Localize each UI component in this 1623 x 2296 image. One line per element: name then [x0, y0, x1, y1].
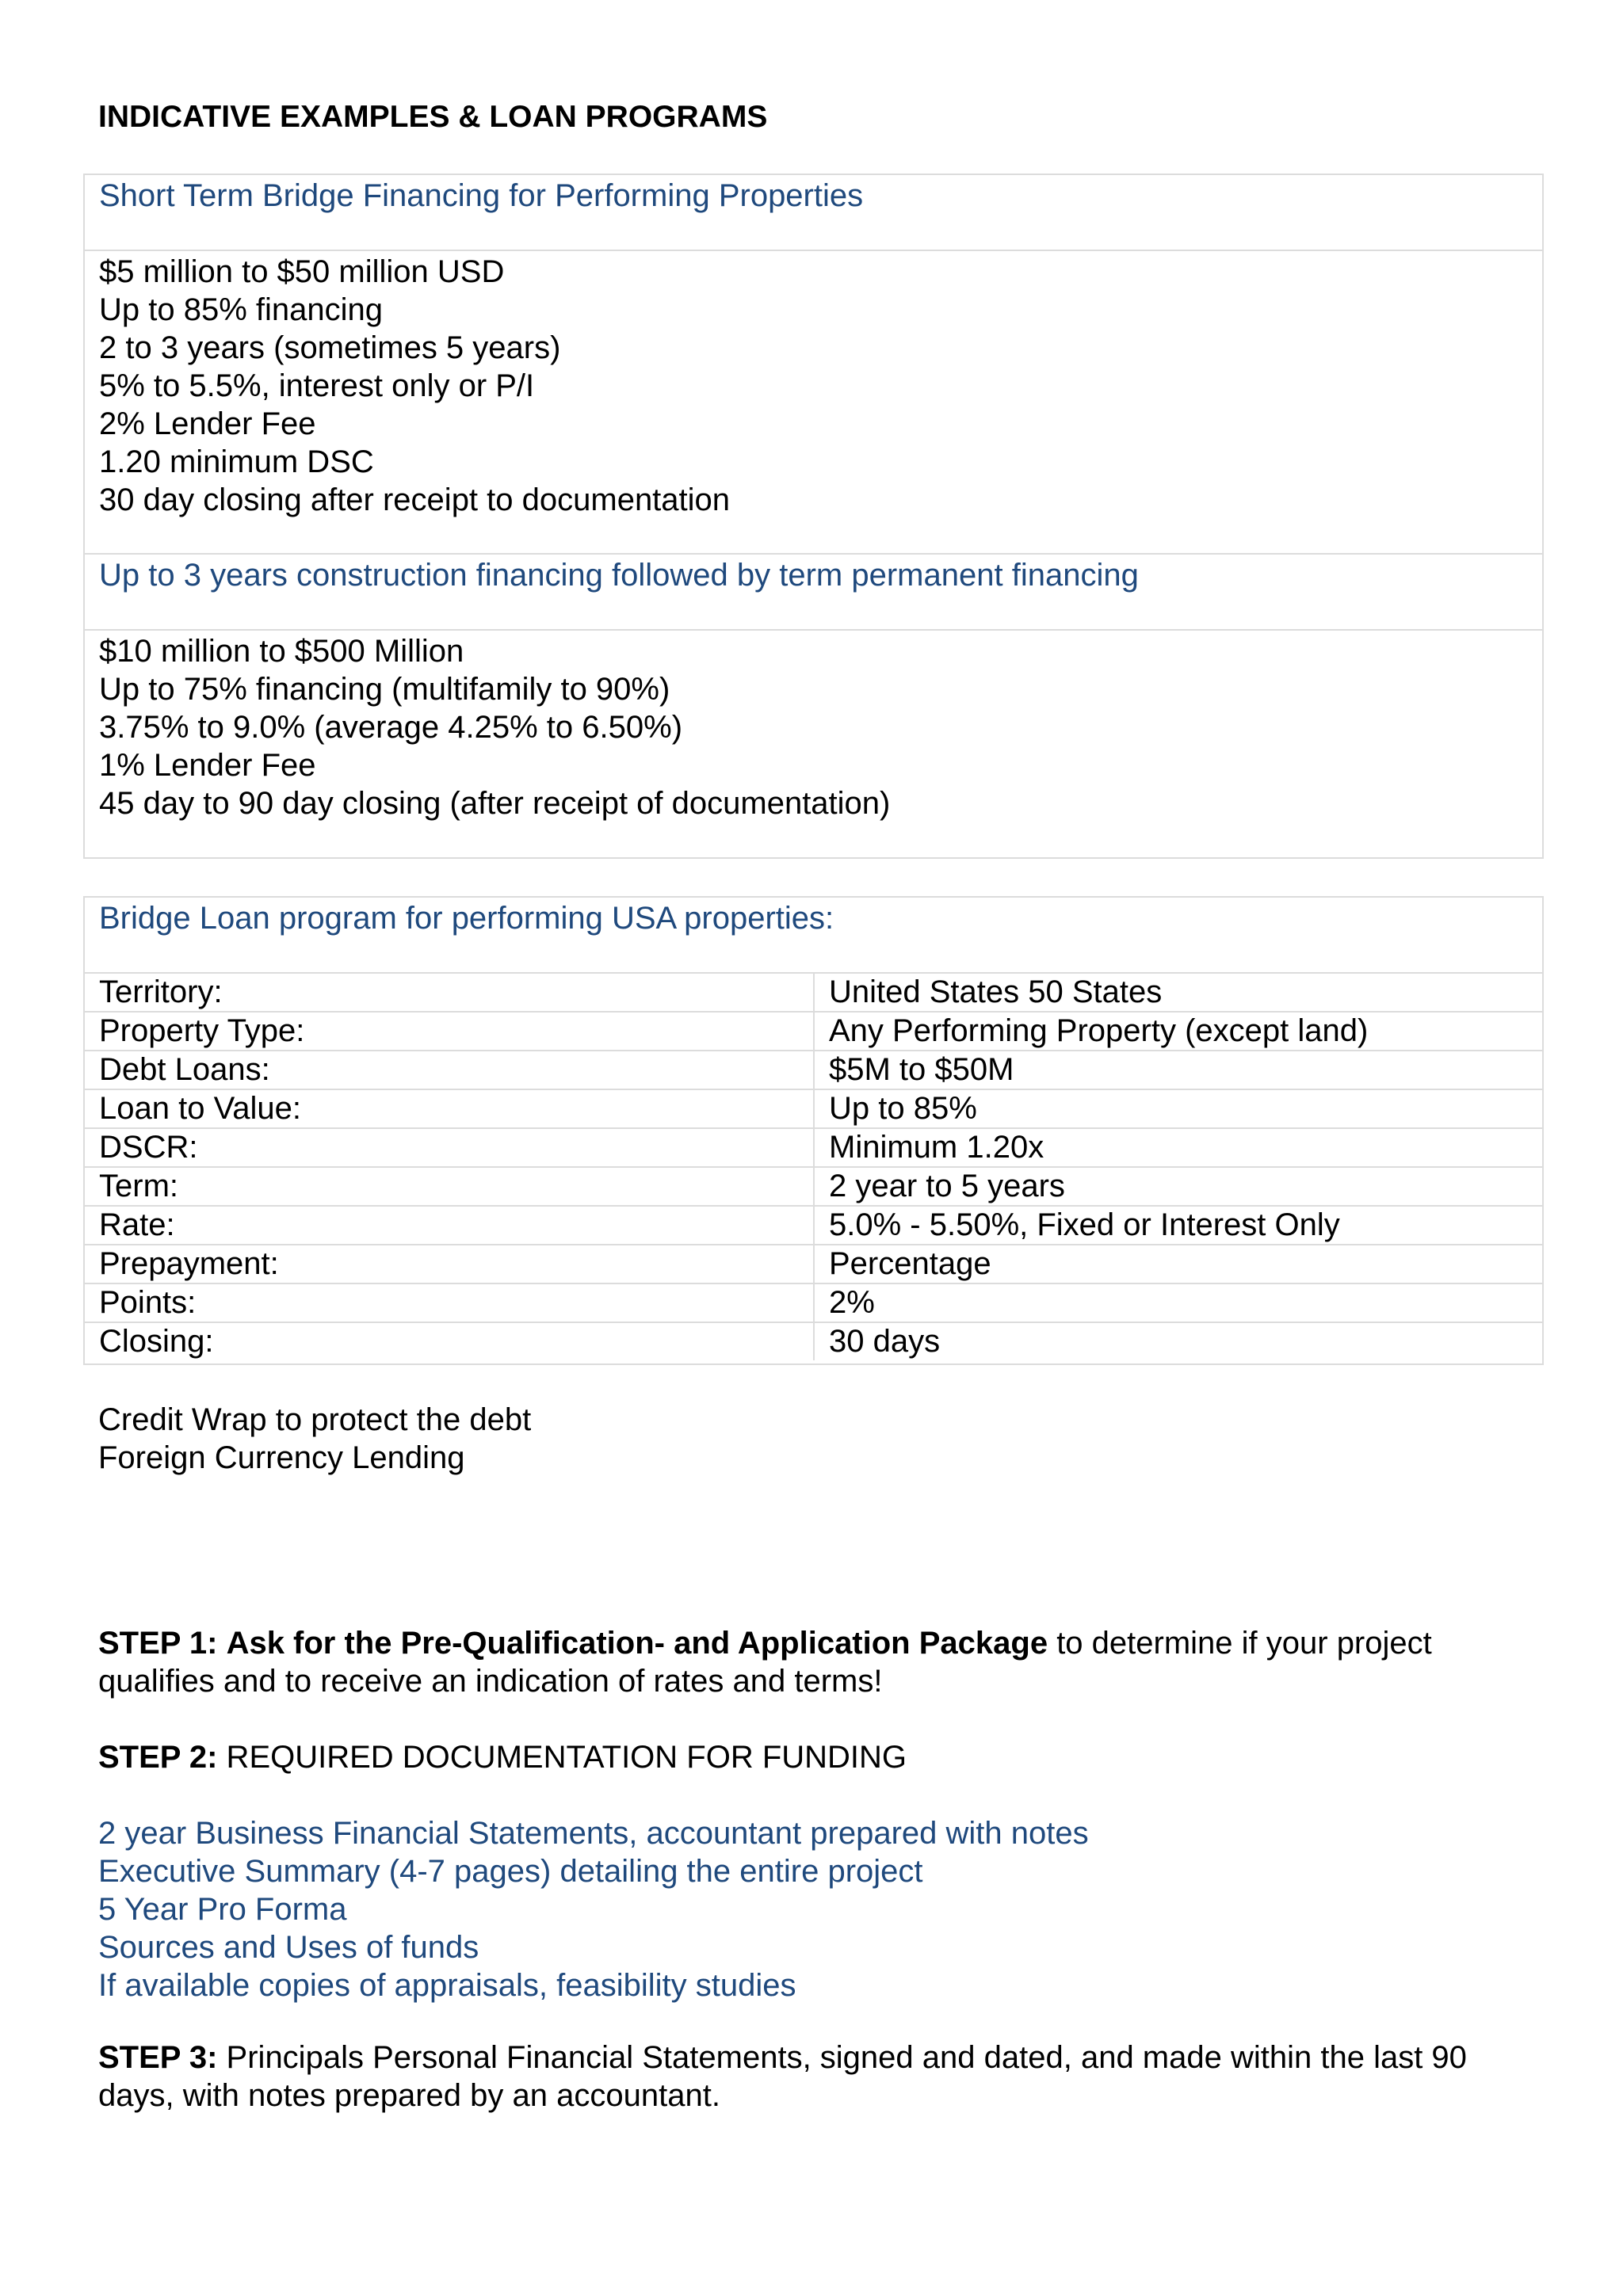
row-value: 5.0% - 5.50%, Fixed or Interest Only	[814, 1206, 1542, 1245]
page-title: INDICATIVE EXAMPLES & LOAN PROGRAMS	[98, 100, 768, 134]
table-row	[85, 1206, 1542, 1245]
extras-item: Foreign Currency Lending	[98, 1440, 465, 1475]
row-value: Up to 85%	[814, 1089, 1542, 1128]
step2-text: REQUIRED DOCUMENTATION FOR FUNDING	[217, 1740, 907, 1775]
step2-label: STEP 2:	[98, 1740, 218, 1775]
section2-line: $10 million to $500 Million	[99, 634, 464, 669]
row-value: Percentage	[814, 1245, 1542, 1283]
row-label: Prepayment:	[85, 1245, 814, 1283]
table-row	[85, 1167, 1542, 1206]
table-row	[85, 1245, 1542, 1283]
row-label: Points:	[85, 1283, 814, 1322]
row-label: Territory:	[99, 974, 223, 1009]
section1-line: 5% to 5.5%, interest only or P/I	[99, 368, 535, 403]
table-row	[85, 1283, 1542, 1322]
document-item: Sources and Uses of funds	[98, 1930, 479, 1965]
row-label: Term:	[85, 1167, 814, 1206]
section2-heading-row	[85, 555, 1542, 631]
table-row	[85, 1089, 1542, 1128]
step3-label: STEP 3:	[98, 2040, 218, 2075]
row-label: Rate:	[85, 1206, 814, 1245]
table-row	[85, 1051, 1542, 1089]
document-item: Executive Summary (4-7 pages) detailing the entire project	[98, 1854, 923, 1889]
section1-body	[85, 251, 1542, 555]
document-item: If available copies of appraisals, feasibility studies	[98, 1968, 796, 2003]
row-value: Minimum 1.20x	[814, 1128, 1542, 1167]
table-row	[85, 1322, 1542, 1360]
loan-examples-box	[83, 174, 1544, 859]
document-item: 5 Year Pro Forma	[98, 1892, 347, 1927]
document-item: 2 year Business Financial Statements, accountant prepared with notes	[98, 1816, 1089, 1851]
step2-paragraph	[98, 1738, 907, 1776]
bridge-program-box	[83, 896, 1544, 1365]
extras-list	[98, 1401, 531, 1477]
step3-text: Principals Personal Financial Statements, signed and dated, and made within the last 90	[217, 2040, 1467, 2075]
bridge-program-table	[85, 974, 1542, 1360]
step3-text-line2: days, with notes prepared by an accountant.	[98, 2078, 720, 2113]
section2-heading: Up to 3 years construction financing followed by term permanent financing	[99, 558, 1139, 593]
section1-line: $5 million to $50 million USD	[99, 254, 505, 289]
section2-body	[85, 631, 1542, 822]
section2-line: 1% Lender Fee	[99, 748, 316, 783]
section1-line: Up to 85% financing	[99, 292, 384, 327]
row-value: 30 days	[814, 1322, 1542, 1360]
bridge-program-heading-row	[85, 898, 1542, 974]
step1-paragraph	[98, 1624, 1549, 1700]
table-row	[85, 1128, 1542, 1167]
row-label: Debt Loans:	[85, 1051, 814, 1089]
extras-item: Credit Wrap to protect the debt	[98, 1402, 532, 1437]
step3-paragraph	[98, 2039, 1467, 2115]
section1-line: 30 day closing after receipt to documentation	[99, 482, 731, 517]
step1-label: STEP 1:	[98, 1626, 218, 1661]
row-value: Any Performing Property (except land)	[814, 1012, 1542, 1051]
section2-line: 3.75% to 9.0% (average 4.25% to 6.50%)	[99, 710, 683, 745]
section2-line: 45 day to 90 day closing (after receipt of documentation)	[99, 786, 891, 821]
section1-heading-row	[85, 175, 1542, 251]
row-label: Closing:	[85, 1322, 814, 1360]
row-value: 2 year to 5 years	[814, 1167, 1542, 1206]
row-value: United States 50 States	[814, 974, 1542, 1012]
row-label: Property Type:	[85, 1012, 814, 1051]
table-row	[85, 1012, 1542, 1051]
section1-line: 2% Lender Fee	[99, 406, 316, 441]
step1-bold-text: Ask for the Pre-Qualification- and Application Package	[226, 1626, 1048, 1661]
section1-heading: Short Term Bridge Financing for Performing Properties	[99, 178, 864, 213]
section1-line: 2 to 3 years (sometimes 5 years)	[99, 330, 561, 365]
step1-text: to determine if your project	[1048, 1626, 1432, 1661]
step2-documents-list	[98, 1814, 1089, 2004]
section1-line: 1.20 minimum DSC	[99, 444, 374, 479]
section2-line: Up to 75% financing (multifamily to 90%)	[99, 672, 670, 707]
row-label: DSCR:	[85, 1128, 814, 1167]
table-row	[85, 974, 1542, 1012]
bridge-program-heading: Bridge Loan program for performing USA properties:	[99, 901, 834, 936]
step1-text-line2: qualifies and to receive an indication of rates and terms!	[98, 1664, 883, 1699]
row-value: $5M to $50M	[814, 1051, 1542, 1089]
row-value: 2%	[814, 1283, 1542, 1322]
row-label: Loan to Value:	[85, 1089, 814, 1128]
